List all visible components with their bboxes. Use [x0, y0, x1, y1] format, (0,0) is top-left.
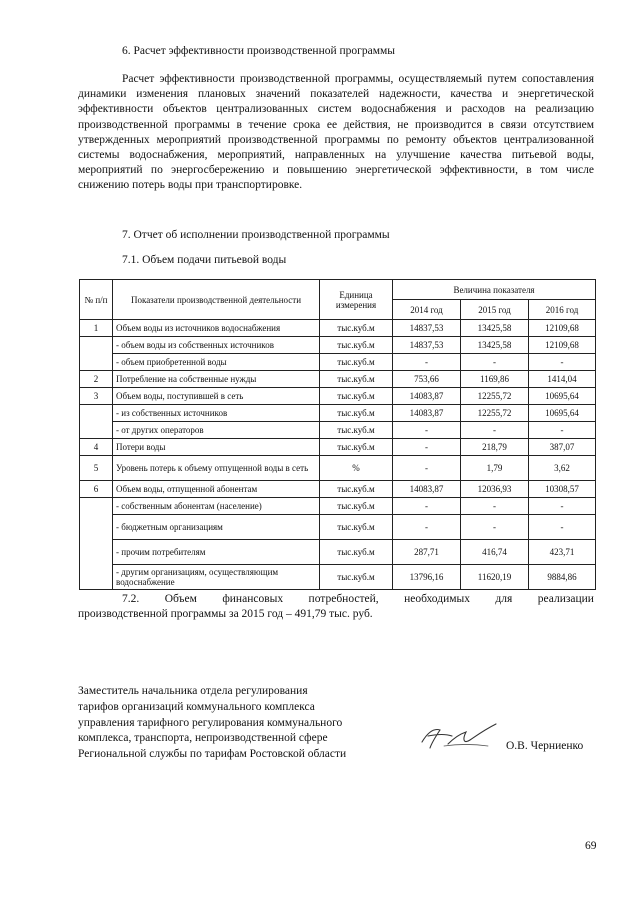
- water-supply-table: [79, 279, 596, 590]
- section-7-1-title: 7.1. Объем подачи питьевой воды: [122, 254, 287, 266]
- header-value: Величина показателя: [393, 280, 596, 300]
- table-row: 4 Потери воды тыс.куб.м - 218,79 387,07: [80, 439, 596, 456]
- section-7-title: 7. Отчет об исполнении производственной программы: [122, 229, 390, 241]
- table-row: - собственным абонентам (население) тыс.куб.м - - -: [80, 498, 596, 515]
- header-indicator: Показатели производственной деятельности: [113, 280, 320, 320]
- header-year-2014: 2014 год: [393, 300, 461, 320]
- header-unit: Единица измерения: [320, 280, 393, 320]
- table-row: - другим организациям, осуществляющим водоснабжение тыс.куб.м 13796,16 11620,19 9884,86: [80, 565, 596, 590]
- table-row: 2 Потребление на собственные нужды тыс.куб.м 753,66 1169,86 1414,04: [80, 371, 596, 388]
- header-year-2015: 2015 год: [461, 300, 529, 320]
- section-7-2-rest: производственной программы за 2015 год – 491,79 тыс. руб.: [78, 608, 373, 621]
- table-row: - от других операторов тыс.куб.м - - -: [80, 422, 596, 439]
- page-number: 69: [585, 840, 597, 852]
- signatory-name: О.В. Черниенко: [506, 740, 584, 752]
- table-row: - объем воды из собственных источников тыс.куб.м 14837,53 13425,58 12109,68: [80, 337, 596, 354]
- table-row: 6 Объем воды, отпущенной абонентам тыс.куб.м 14083,87 12036,93 10308,57: [80, 481, 596, 498]
- section-7-2-paragraph: [78, 592, 594, 622]
- table-row: 3 Объем воды, поступившей в сеть тыс.куб.м 14083,87 12255,72 10695,64: [80, 388, 596, 405]
- table-row: - бюджетным организациям тыс.куб.м - - -: [80, 515, 596, 540]
- section-6-title: 6. Расчет эффективности производственной программы: [122, 45, 396, 57]
- handwritten-signature: [418, 718, 500, 754]
- section-6-paragraph: [78, 72, 594, 194]
- table-row: - из собственных источников тыс.куб.м 14083,87 12255,72 10695,64: [80, 405, 596, 422]
- table-row: 5 Уровень потерь к объему отпущенной воды в сеть % - 1,79 3,62: [80, 456, 596, 481]
- section-7-2-lead: 7.2. Объем финансовых потребностей, необходимых для реализации: [122, 593, 594, 605]
- table-row: 1 Объем воды из источников водоснабжения тыс.куб.м 14837,53 13425,58 12109,68: [80, 320, 596, 337]
- signatory-title: Заместитель начальника отдела регулирования тарифов организаций коммунального комплекса управления тарифного регулирования коммунального комплекса, транспорта, непроизводственной сфере Региональной службы по тарифам Ростовской области: [78, 685, 347, 761]
- table-row: - прочим потребителям тыс.куб.м 287,71 416,74 423,71: [80, 540, 596, 565]
- section-6-text: Расчет эффективности производственной программы, осуществляемый путем сопоставления динамики изменения плановых значений показателей надежности, качества и энергетической эффективности объектов централизованных систем водоснабжения и расходов на реализацию производственной программы в течение срока ее действия, не производится в связи отсутствием утвержденных мероприятий производственной программы по ремонту объектов централизованной системы водоснабжения, мероприятий, направленных на улучшение качества питьевой воды, мероприятий по энергосбережению и повышению энергетической эффективности, в том числе снижению потерь воды при транспортировке.: [78, 73, 594, 192]
- header-year-2016: 2016 год: [529, 300, 596, 320]
- table-row: - объем приобретенной воды тыс.куб.м - - -: [80, 354, 596, 371]
- header-num: № п/п: [80, 280, 113, 320]
